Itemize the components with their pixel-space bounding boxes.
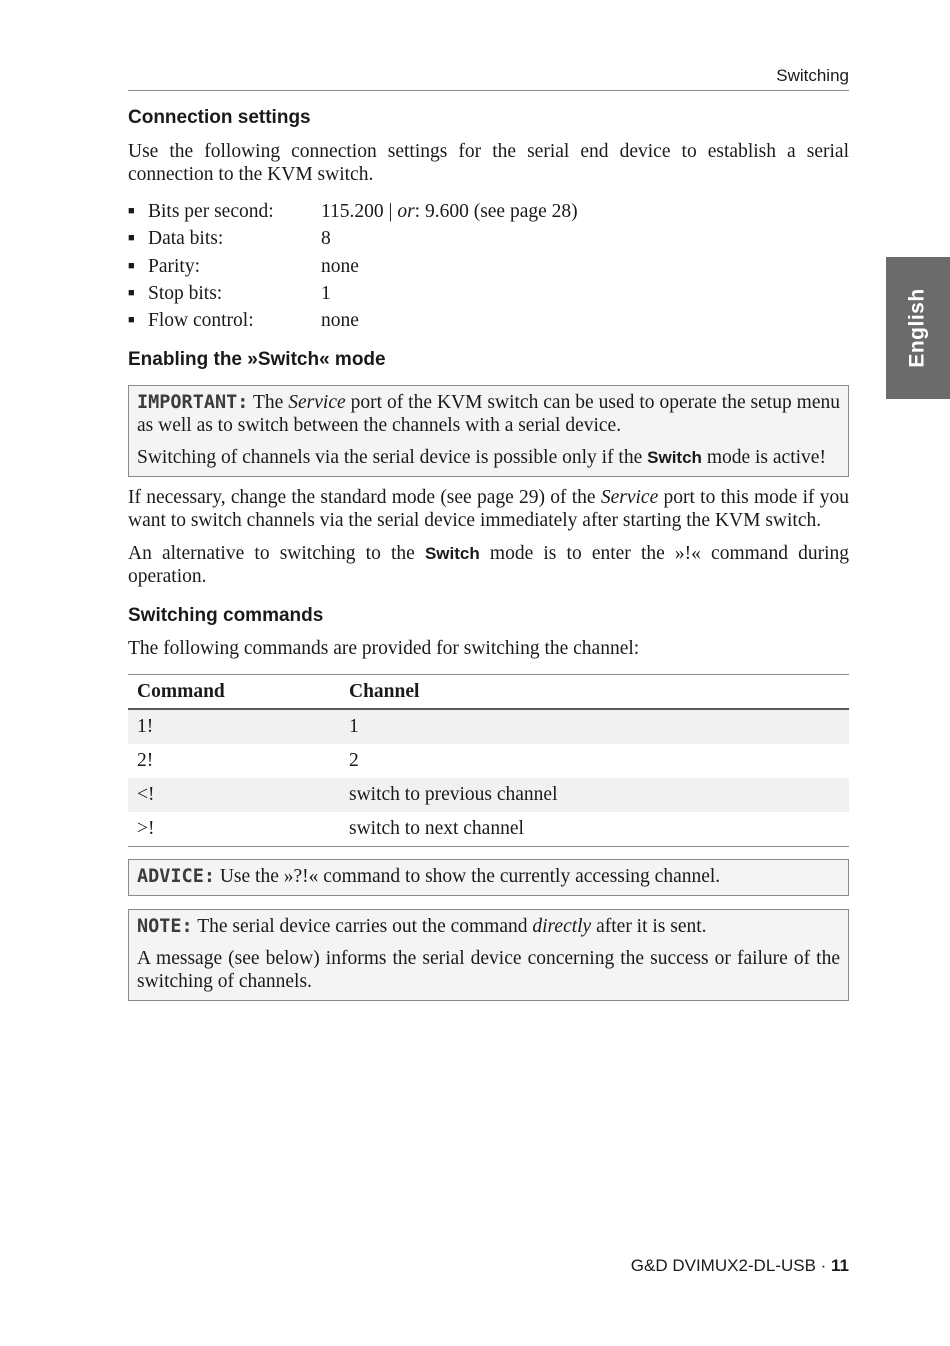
list-item xyxy=(128,253,849,280)
commands-table xyxy=(128,674,849,847)
important-text-2: Switching of channels via the serial device is possible only if the Switch mode is active! xyxy=(137,447,826,469)
note-box xyxy=(128,909,849,1001)
product-name: G&D DVIMUX2-DL-USB · xyxy=(630,1256,832,1275)
channel-cell: 2 xyxy=(349,750,359,772)
setting-value: none xyxy=(321,255,359,277)
list-item xyxy=(128,198,849,225)
important-box xyxy=(128,385,849,477)
running-title: Switching xyxy=(776,66,849,85)
setting-label: Flow control: xyxy=(148,310,254,332)
command-cell: 1! xyxy=(128,709,340,744)
note-text-2: A message (see below) informs the serial device concerning the success or failure of the switching of channels. xyxy=(137,948,840,993)
table-row xyxy=(128,812,849,847)
connection-settings-heading: Connection settings xyxy=(128,107,311,128)
square-bullet-icon: ■ xyxy=(128,286,135,299)
command-cell: <! xyxy=(128,778,340,812)
command-cell: 2! xyxy=(137,750,154,772)
setting-value: 115.200 | or: 9.600 (see page 28) xyxy=(321,201,578,222)
channel-cell: switch to next channel xyxy=(340,812,849,847)
column-header-command: Command xyxy=(128,675,340,710)
important-text: IMPORTANT: The Service port of the KVM switch can be used to operate the setup menu as well as to switch between the channels with a serial device. xyxy=(137,392,840,437)
advice-box xyxy=(128,859,849,896)
setting-label: Parity: xyxy=(148,255,200,277)
settings-list xyxy=(128,198,849,334)
setting-label: Bits per second: xyxy=(148,201,274,222)
command-cell: >! xyxy=(128,812,340,847)
table-row xyxy=(128,778,849,812)
setting-value: 1 xyxy=(321,282,331,304)
list-item xyxy=(128,225,849,252)
important-keyword: IMPORTANT: xyxy=(137,392,249,414)
square-bullet-icon: ■ xyxy=(128,314,135,327)
list-item xyxy=(128,280,849,307)
list-item xyxy=(128,307,849,334)
note-text: NOTE: The serial device carries out the command directly after it is sent. xyxy=(137,916,707,938)
channel-cell: 1 xyxy=(340,709,849,744)
advice-keyword: ADVICE: xyxy=(137,866,215,888)
page-content xyxy=(128,104,849,1001)
square-bullet-icon: ■ xyxy=(128,259,135,272)
commands-intro: The following commands are provided for switching the channel: xyxy=(128,638,640,660)
table-row xyxy=(128,744,849,778)
standard-mode-paragraph: If necessary, change the standard mode (see page 29) of the Service port to this mode if you want to switch channels via the serial device immediately after starting the KVM switch. xyxy=(128,487,849,532)
setting-value: none xyxy=(321,310,359,332)
language-tab-label: English xyxy=(906,288,929,368)
connection-intro: Use the following connection settings for the serial end device to establish a serial connection to the KVM switch. xyxy=(128,141,849,185)
column-header-channel: Channel xyxy=(340,675,849,710)
page-number: 11 xyxy=(831,1256,849,1275)
note-keyword: NOTE: xyxy=(137,916,193,938)
page-footer xyxy=(128,1256,849,1276)
setting-label: Stop bits: xyxy=(148,282,223,304)
switching-commands-heading: Switching commands xyxy=(128,605,324,627)
table-row xyxy=(128,709,849,744)
channel-cell: switch to previous channel xyxy=(340,778,849,812)
running-header xyxy=(128,66,849,91)
language-tab[interactable] xyxy=(886,257,950,399)
square-bullet-icon: ■ xyxy=(128,232,135,245)
square-bullet-icon: ■ xyxy=(128,205,135,217)
setting-value: 8 xyxy=(321,228,331,250)
advice-text: ADVICE: Use the »?!« command to show the currently accessing channel. xyxy=(137,866,721,888)
alternative-paragraph: An alternative to switching to the Switch mode is to enter the »!« command during operation. xyxy=(128,543,850,588)
setting-label: Data bits: xyxy=(148,228,224,250)
switch-mode-heading: Enabling the »Switch« mode xyxy=(128,349,386,371)
table-header-row xyxy=(128,675,849,710)
